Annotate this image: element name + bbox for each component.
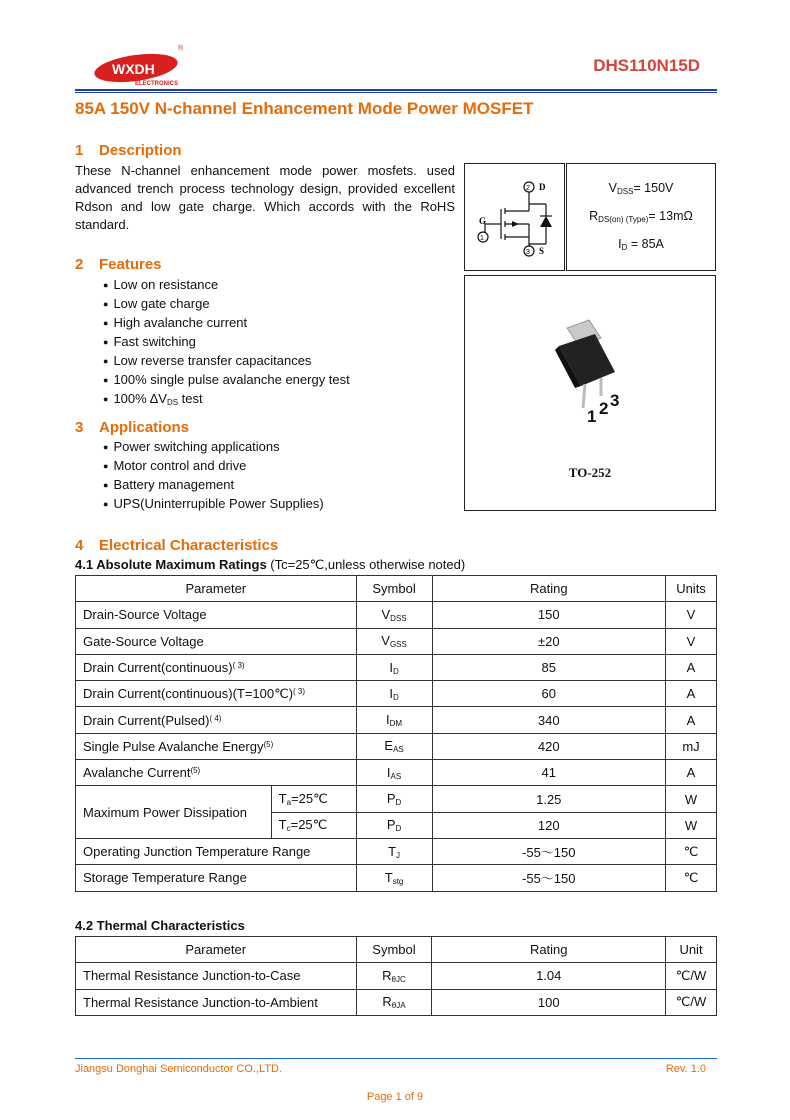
column-header: Units xyxy=(666,576,717,602)
parameter-cell: Single Pulse Avalanche Energy$^{(5)}$ xyxy=(76,733,357,759)
unit-cell: ℃ xyxy=(666,865,717,891)
section-heading-description: 1 Description xyxy=(75,142,182,159)
svg-text:D: D xyxy=(539,182,546,192)
parameter-cell: Thermal Resistance Junction-to-Case xyxy=(76,963,357,989)
spec-id: $I_D = 85A$ xyxy=(618,237,664,252)
symbol-cell: $I_D$ xyxy=(356,654,432,680)
rating-cell: 120 xyxy=(432,812,665,838)
condition-cell: $T_c=25℃$ xyxy=(271,812,356,838)
symbol-cell: $V_{GSS}$ xyxy=(356,628,432,654)
absolute-max-ratings-table xyxy=(75,575,717,892)
column-header: Parameter xyxy=(76,937,357,963)
list-item: ● UPS(Uninterrupible Power Supplies) xyxy=(103,495,324,514)
logo-text: WXDH xyxy=(112,61,155,77)
applications-list xyxy=(103,438,324,514)
rating-cell: 60 xyxy=(432,681,665,707)
unit-cell: A xyxy=(666,654,717,680)
package-pin-label-2: 2 xyxy=(599,399,609,418)
parameter-cell: Gate-Source Voltage xyxy=(76,628,357,654)
parameter-cell: Drain Current(continuous)$^{( 3)}$ xyxy=(76,654,357,680)
symbol-cell: $I_D$ xyxy=(356,681,432,707)
svg-text:G: G xyxy=(479,216,487,226)
logo-registered: ® xyxy=(178,45,184,52)
table-header-row xyxy=(76,576,717,602)
list-item: ● 100% $\Delta V_{DS}$ test xyxy=(103,390,350,412)
page-number: Page 1 of 9 xyxy=(366,1091,424,1103)
rating-cell: -55～150 xyxy=(432,865,665,891)
unit-cell: V xyxy=(666,602,717,628)
rating-cell: 420 xyxy=(432,733,665,759)
rating-cell: 1.04 xyxy=(432,963,666,989)
parameter-cell: Avalanche Current$^{(5)}$ xyxy=(76,760,357,786)
list-item: ● High avalanche current xyxy=(103,314,350,333)
key-spec-box xyxy=(566,163,716,271)
table-row xyxy=(76,786,717,812)
header-rule-thin xyxy=(75,92,717,93)
parameter-cell: Storage Temperature Range xyxy=(76,865,357,891)
to252-package-icon xyxy=(545,316,655,426)
footer-revision: Rev. 1.0 xyxy=(665,1063,706,1075)
package-name: TO-252 xyxy=(568,465,612,480)
unit-cell: A xyxy=(666,760,717,786)
parameter-cell: Drain Current(continuous)(T=100℃)$^{( 3)}$ xyxy=(76,681,357,707)
header-rule xyxy=(75,89,717,91)
table-row xyxy=(76,760,717,786)
parameter-cell: Thermal Resistance Junction-to-Ambient xyxy=(76,989,357,1015)
section-heading-features: 2 Features xyxy=(75,256,162,273)
symbol-cell: $R_{\theta JA}$ xyxy=(356,989,432,1015)
svg-text:2: 2 xyxy=(526,185,530,192)
rating-cell: 85 xyxy=(432,654,665,680)
unit-cell: W xyxy=(666,812,717,838)
table-row xyxy=(76,733,717,759)
table-row xyxy=(76,838,717,864)
unit-cell: V xyxy=(666,628,717,654)
table-row xyxy=(76,963,717,989)
package-pin-label-3: 3 xyxy=(610,391,620,410)
table-row xyxy=(76,707,717,733)
column-header: Parameter xyxy=(76,576,357,602)
symbol-cell: $R_{\theta JC}$ xyxy=(356,963,432,989)
footer-company: Jiangsu Donghai Semiconductor CO.,LTD. xyxy=(75,1063,283,1075)
table-header-row xyxy=(76,937,717,963)
list-item: ● Low on resistance xyxy=(103,276,350,295)
symbol-cell: $V_{DSS}$ xyxy=(356,602,432,628)
rating-cell: 41 xyxy=(432,760,665,786)
table-row xyxy=(76,681,717,707)
column-header: Unit xyxy=(666,937,717,963)
parameter-cell: Drain-Source Voltage xyxy=(76,602,357,628)
symbol-cell: $P_D$ xyxy=(356,812,432,838)
column-header: Symbol xyxy=(356,576,432,602)
table-row xyxy=(76,602,717,628)
table-row xyxy=(76,865,717,891)
unit-cell: ℃/W xyxy=(666,963,717,989)
mosfet-symbol-icon xyxy=(465,164,564,270)
symbol-cell: $I_{AS}$ xyxy=(356,760,432,786)
list-item: ● Power switching applications xyxy=(103,438,324,457)
column-header: Rating xyxy=(432,576,665,602)
table-row xyxy=(76,654,717,680)
package-box xyxy=(464,275,716,511)
list-item: ● Battery management xyxy=(103,476,324,495)
thermal-characteristics-table xyxy=(75,936,717,1016)
svg-text:3: 3 xyxy=(526,249,530,256)
spec-vdss: $V_{DSS}= 150V$ xyxy=(608,181,674,196)
part-number: DHS110N15D xyxy=(593,56,700,75)
list-item: ● Motor control and drive xyxy=(103,457,324,476)
section-heading-electrical: 4 Electrical Characteristics xyxy=(75,537,279,554)
table41-title: 4.1 Absolute Maximum Ratings (Tc=25℃,unless otherwise noted) xyxy=(75,557,466,572)
unit-cell: W xyxy=(666,786,717,812)
table42-title: 4.2 Thermal Characteristics xyxy=(75,918,245,933)
unit-cell: mJ xyxy=(666,733,717,759)
symbol-cell: $I_{DM}$ xyxy=(356,707,432,733)
rating-cell: 150 xyxy=(432,602,665,628)
list-item: ● Low gate charge xyxy=(103,295,350,314)
parameter-cell: Maximum Power Dissipation xyxy=(76,786,272,839)
features-list xyxy=(103,276,350,412)
parameter-cell: Operating Junction Temperature Range xyxy=(76,838,357,864)
symbol-cell: $E_{AS}$ xyxy=(356,733,432,759)
spec-rdson: $R_{DS(on) (Type)}= 13m\Omega$ xyxy=(589,209,693,224)
unit-cell: A xyxy=(666,681,717,707)
condition-cell: $T_a=25℃$ xyxy=(271,786,356,812)
table-row xyxy=(76,628,717,654)
rating-cell: 340 xyxy=(432,707,665,733)
rating-cell: 100 xyxy=(432,989,666,1015)
section-heading-applications: 3 Applications xyxy=(75,419,190,436)
list-item: ● Fast switching xyxy=(103,333,350,352)
company-logo xyxy=(92,42,192,90)
symbol-cell: $T_{stg}$ xyxy=(356,865,432,891)
description-text: These N-channel enhancement mode power mosfets. used advanced trench process technology design, provided excellent Rdson and low gate charge. Which accords with the RoHS standard. xyxy=(75,163,455,232)
column-header: Rating xyxy=(432,937,666,963)
list-item: ● 100% single pulse avalanche energy test xyxy=(103,371,350,390)
rating-cell: ±20 xyxy=(432,628,665,654)
unit-cell: ℃ xyxy=(666,838,717,864)
column-header: Symbol xyxy=(356,937,432,963)
footer-rule xyxy=(75,1058,717,1059)
list-item: ● Low reverse transfer capacitances xyxy=(103,352,350,371)
symbol-cell: $T_J$ xyxy=(356,838,432,864)
unit-cell: ℃/W xyxy=(666,989,717,1015)
rating-cell: -55～150 xyxy=(432,838,665,864)
page-title: 85A 150V N-channel Enhancement Mode Power MOSFET xyxy=(75,99,534,118)
symbol-cell: $P_D$ xyxy=(356,786,432,812)
rating-cell: 1.25 xyxy=(432,786,665,812)
package-pin-label-1: 1 xyxy=(587,407,597,426)
unit-cell: A xyxy=(666,707,717,733)
mosfet-symbol-box xyxy=(464,163,565,271)
logo-sub: ELECTRONICS xyxy=(135,81,179,87)
table-row xyxy=(76,989,717,1015)
svg-text:1: 1 xyxy=(480,235,484,242)
parameter-cell: Drain Current(Pulsed)$^{( 4)}$ xyxy=(76,707,357,733)
svg-text:S: S xyxy=(539,246,545,256)
